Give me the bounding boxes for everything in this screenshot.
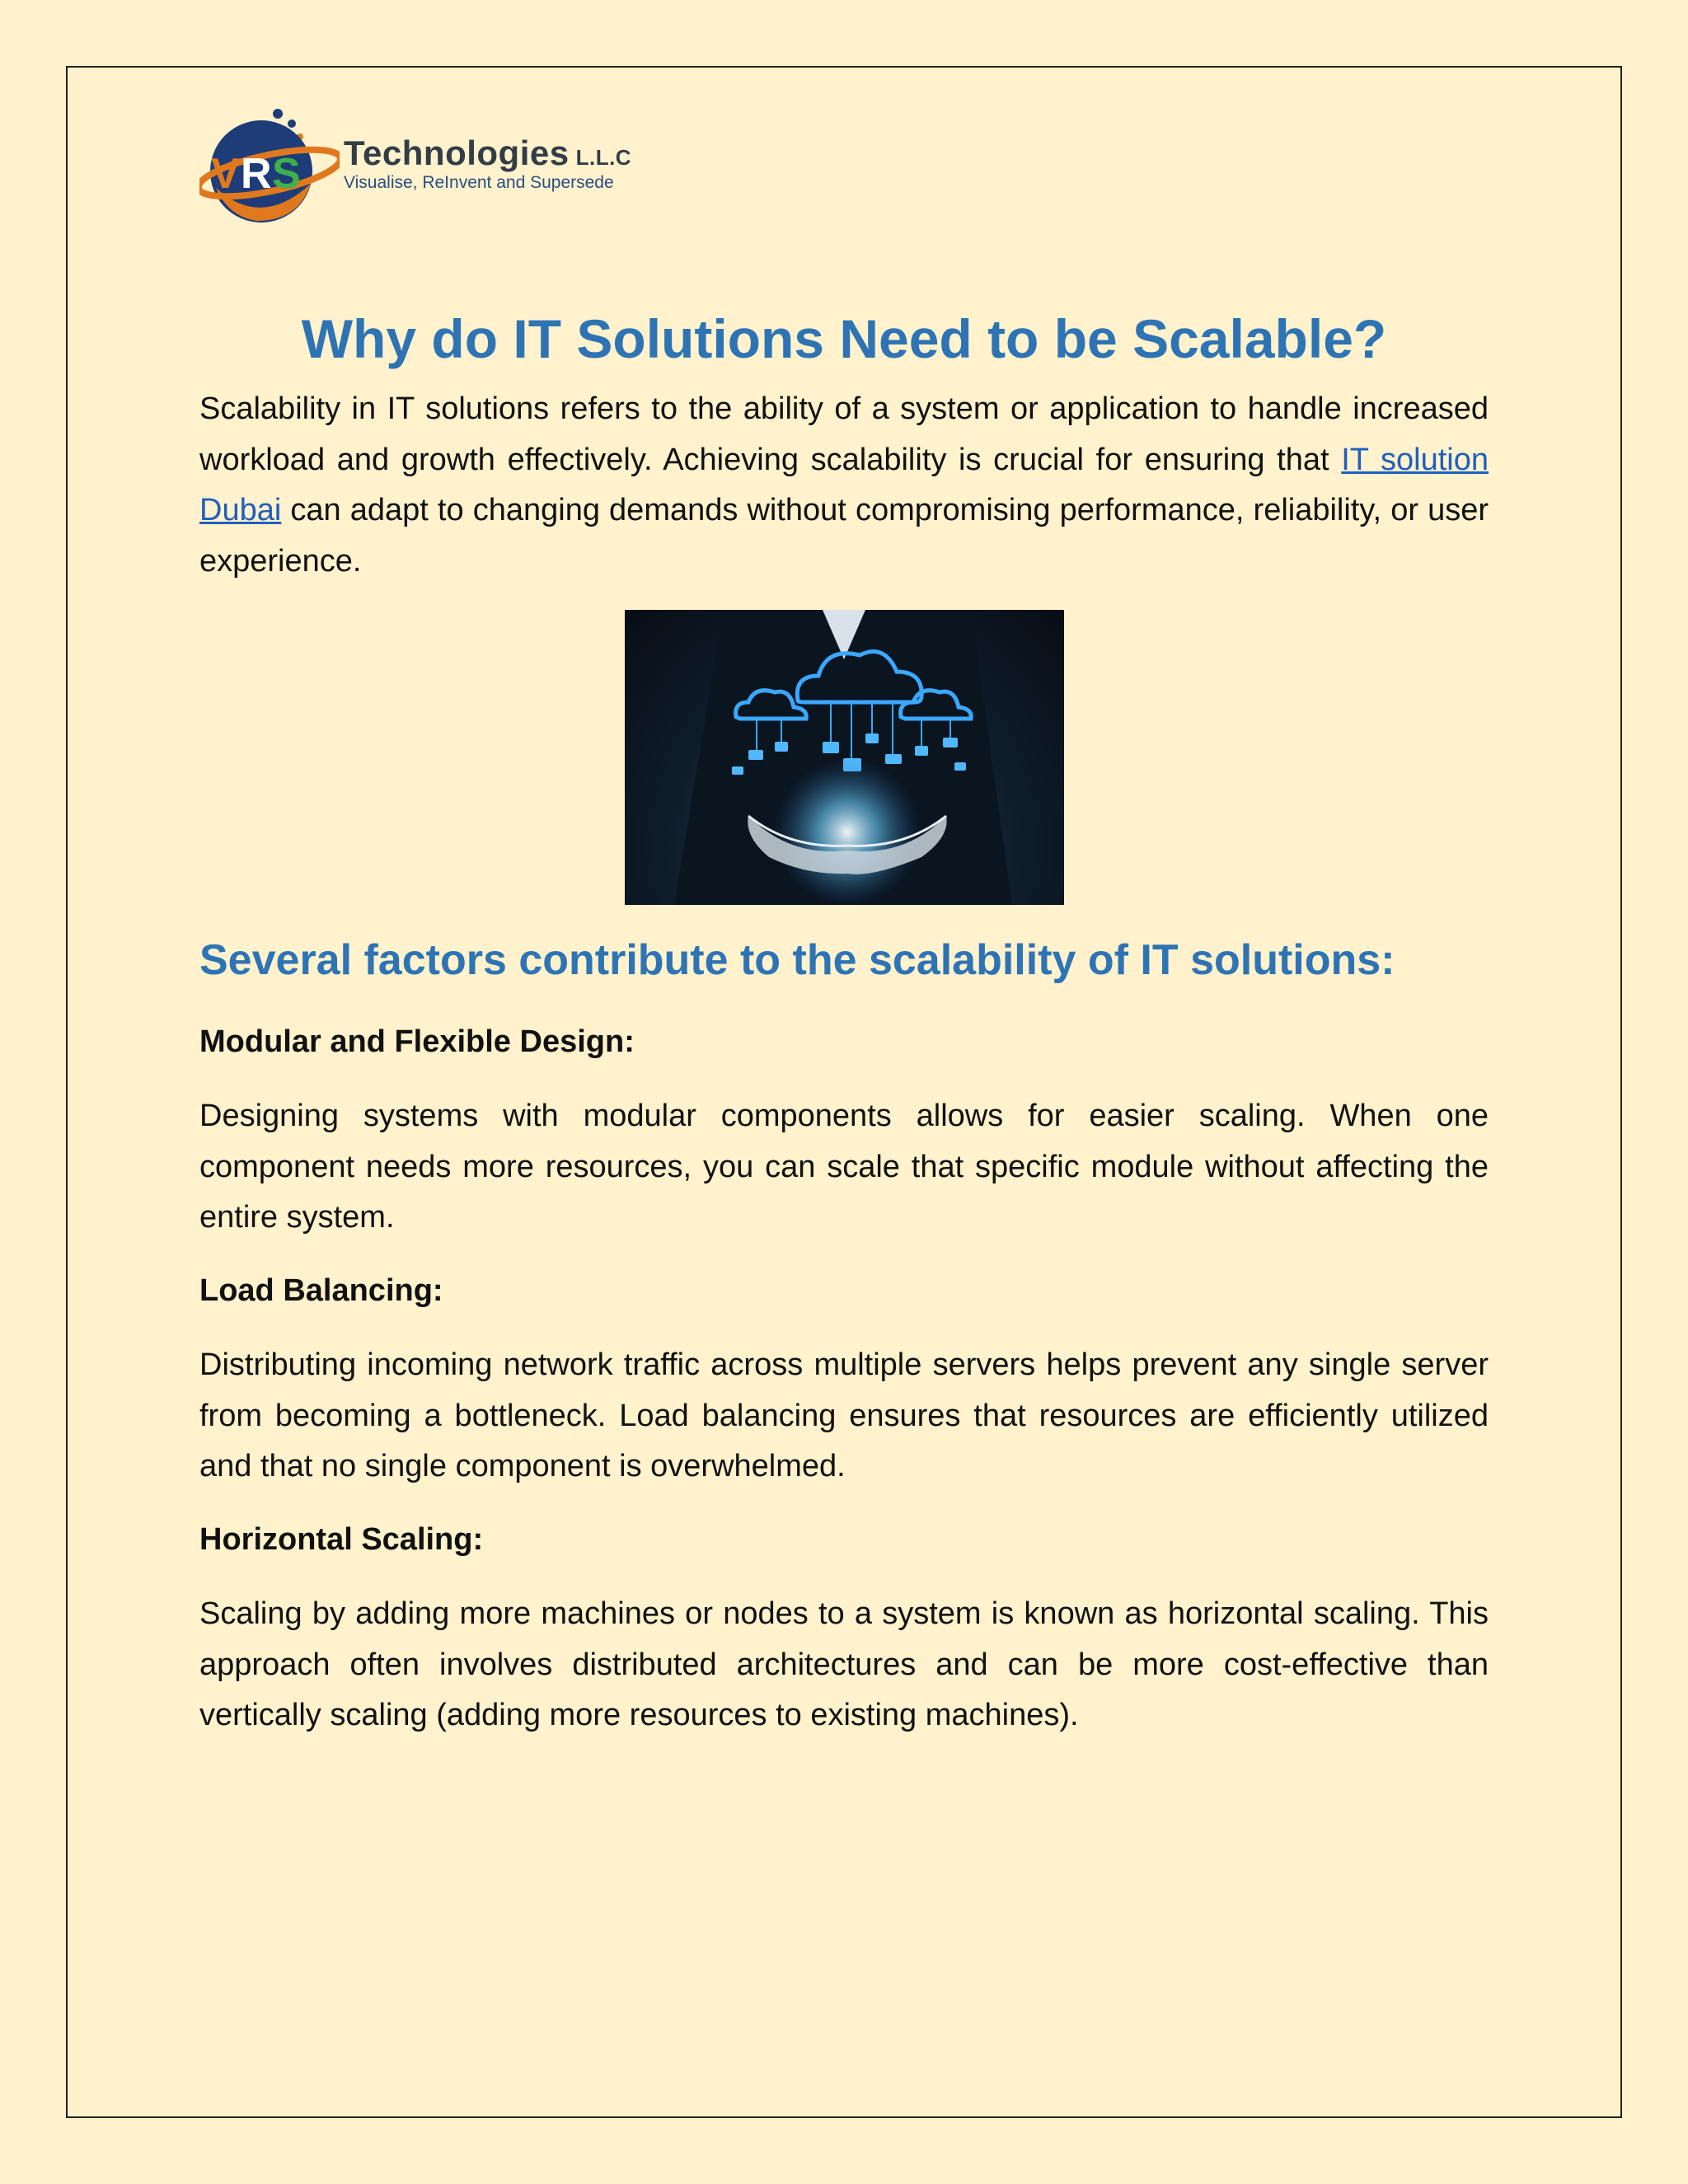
factor-body-load-balancing: Distributing incoming network traffic across multiple servers helps prevent any single server from becoming a bottleneck. Load balancing ensures that resources are efficiently utilized and that no single component is overwhelmed. — [199, 1347, 1489, 1483]
factor-heading-load-balancing: Load Balancing: — [199, 1273, 443, 1308]
factor-body-horizontal-scaling: Scaling by adding more machines or nodes to a system is known as horizontal scaling. This approach often involves distributed architectures and can be more cost-effective than vertically scaling (adding more resources to existing machines). — [199, 1596, 1489, 1732]
globe-logo-icon — [199, 105, 340, 229]
section-heading: Several factors contribute to the scalability of IT solutions: — [199, 936, 1395, 984]
logo-company-name: Technologies L.L.C — [344, 134, 632, 172]
logo-tagline: Visualise, ReInvent and Supersede — [344, 173, 614, 192]
svg-text:S: S — [272, 150, 301, 198]
cloud-computing-hands-image — [625, 610, 1064, 905]
company-logo — [199, 105, 661, 229]
svg-text:V: V — [211, 150, 240, 198]
svg-text:R: R — [241, 150, 272, 198]
factor-heading-horizontal-scaling: Horizontal Scaling: — [199, 1522, 484, 1557]
page-title: Why do IT Solutions Need to be Scalable? — [301, 308, 1387, 369]
factor-heading-modular: Modular and Flexible Design: — [199, 1024, 635, 1059]
intro-paragraph: Scalability in IT solutions refers to the ability of a system or application to handle increased workload and growth effectively. Achieving scalability is crucial for ensuring that IT solution Dubai can adapt to changing demands without compromising performance, reliability, or user experience. — [199, 391, 1489, 579]
factor-body-modular: Designing systems with modular components allows for easier scaling. When one component needs more resources, you can scale that specific module without affecting the entire system. — [199, 1099, 1489, 1235]
it-solution-dubai-link[interactable]: IT solution Dubai — [199, 442, 1489, 527]
